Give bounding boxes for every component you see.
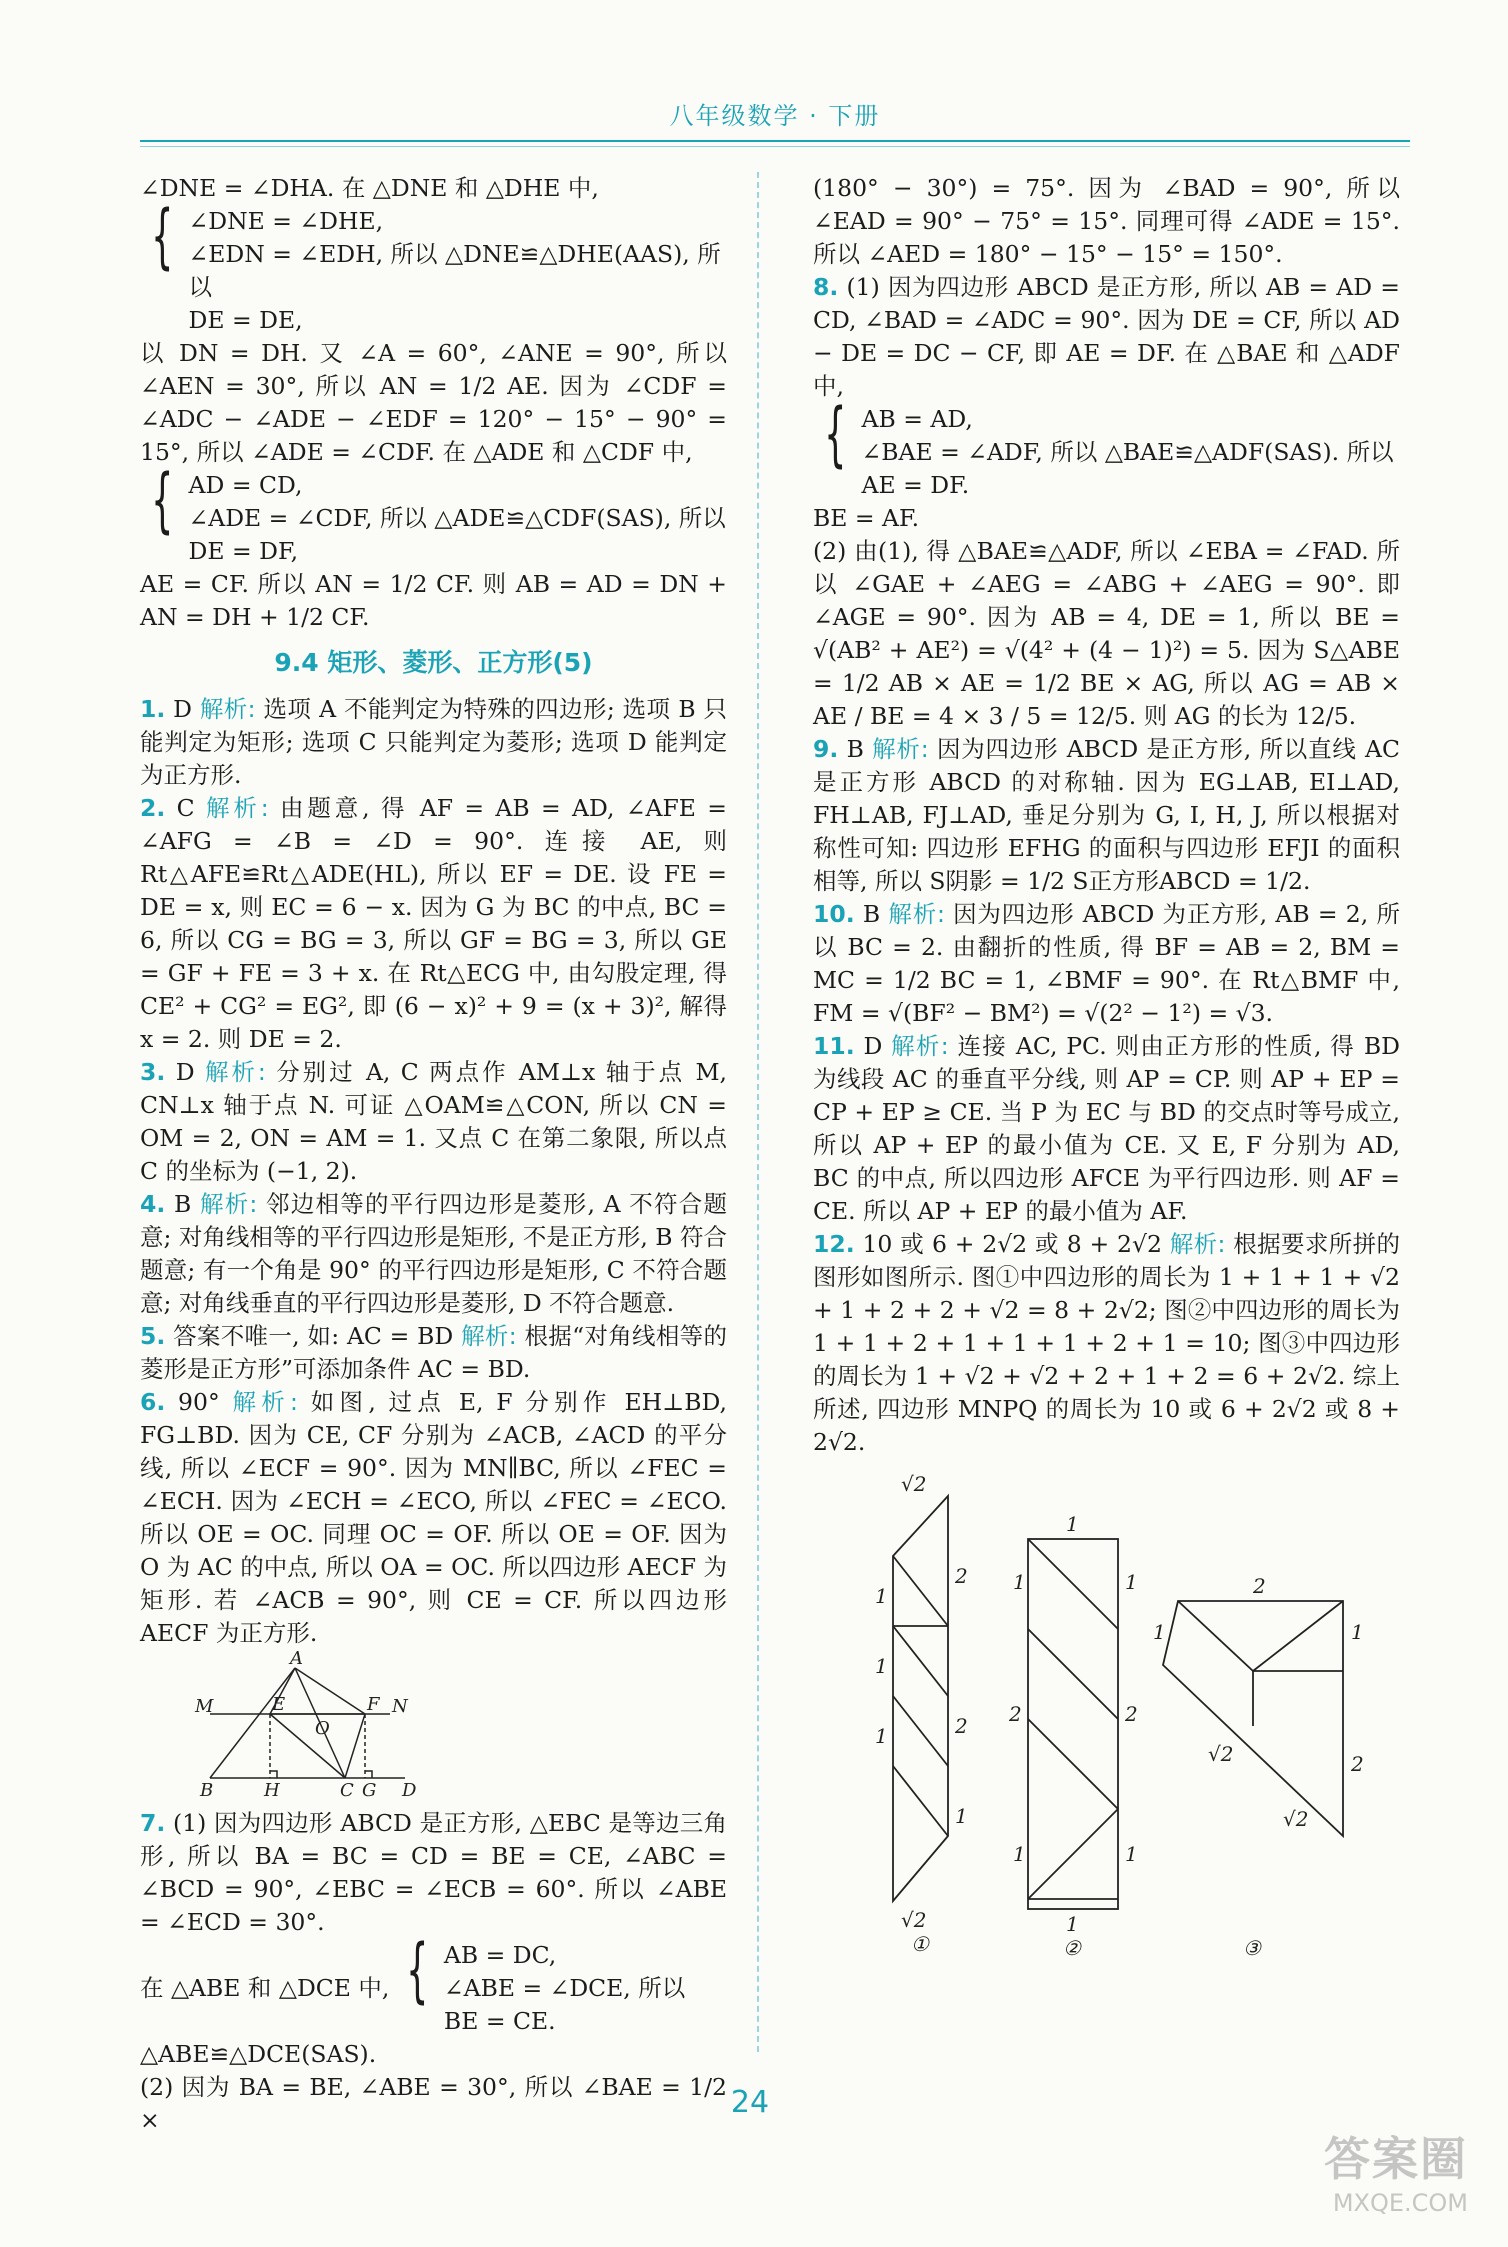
answer-item-7: 7. (1) 因为四边形 ABCD 是正方形, △EBC 是等边三角形, 所以 BA = BC = CD = BE = CE, ∠ABC = ∠BCD = 90°, ∠EBC = ∠ECB = 60°. 所以 ∠ABE = ∠ECD = 30°. — [140, 1809, 727, 1936]
brace-system-7 — [140, 1929, 727, 2038]
fig2-line — [1028, 1629, 1118, 1719]
running-header: 八年级数学 · 下册 — [669, 102, 881, 130]
fig2-caption: ② — [1063, 1936, 1081, 1960]
watermark — [1324, 2123, 1468, 2217]
fig6-label-h: H — [264, 1780, 280, 1801]
fig3-line — [1178, 1601, 1253, 1671]
answer-item-3: 3. D 解析: 分别过 A, C 两点作 AM⊥x 轴于点 M, CN⊥x 轴于点 N. 可证 △OAM≌△CON, 所以 CN = OM = 2, ON = AM = 1. 又点 C 在第二象限, 所以点 C 的坐标为 (−1, 2). — [140, 1058, 727, 1185]
brace-system-8 — [813, 393, 1400, 502]
watermark-line2: MXQE.COM — [1332, 2189, 1468, 2217]
brace-system — [140, 195, 727, 337]
fig3-label-l: 1 — [1153, 1620, 1166, 1644]
brace-line: ∠ABE = ∠DCE, 所以 — [443, 1974, 686, 2002]
segment-ab — [210, 1668, 295, 1778]
fig1-caption: ① — [911, 1932, 929, 1956]
header-rule — [140, 140, 1410, 142]
fig2-label-r1: 1 — [1125, 1570, 1138, 1594]
answer-item-1: 1. D 解析: 选项 A 不能判定为特殊的四边形; 选项 B 只能判定为矩形; 选项 C 只能判定为菱形; 选项 D 能判定为正方形. — [140, 695, 727, 789]
continuation-text: 以 DN = DH. 又 ∠A = 60°, ∠ANE = 90°, 所以 ∠AEN = 30°, 所以 AN = 1/2 AE. 因为 ∠CDF = ∠ADC − ∠ADE − ∠EDF = 120° − 15° − 90° = 15°, 所以 ∠ADE = ∠CDF. 在 △ADE 和 △CDF 中, — [140, 339, 727, 466]
left-brace-symbol: { — [406, 1929, 429, 2011]
brace-line: DE = DE, — [188, 306, 303, 334]
fig1-outline — [893, 1496, 948, 1901]
fig3-label-r: 1 — [1351, 1620, 1364, 1644]
fig6-label-b: B — [200, 1780, 214, 1801]
continuation-text: (180° − 30°) = 75°. 因为 ∠BAD = 90°, 所以 ∠EAD = 90° − 75° = 15°. 同理可得 ∠ADE = 15°. 所以 ∠AED = 180° − 15° − 15° = 150°. — [813, 174, 1400, 268]
fig3-label-r2: 2 — [1351, 1752, 1364, 1776]
fig1-line — [893, 1556, 948, 1626]
fig6-label-o: O — [315, 1718, 330, 1739]
fig6-label-f: F — [367, 1694, 380, 1715]
brace-line: AE = DF. — [861, 471, 970, 499]
brace-line: DE = DF, — [188, 537, 299, 565]
fig6-label-a: A — [290, 1648, 303, 1669]
answer-item-10: 10. B 解析: 因为四边形 ABCD 为正方形, AB = 2, 所以 BC = 2. 由翻折的性质, 得 BF = AB = 2, BM = MC = 1/2 BC = 1, ∠BMF = 90°. 在 Rt△BMF 中, FM = √(BF² − BM²) = √(2² − 1²) = √3. — [813, 900, 1400, 1027]
watermark-line1: 答案圈 — [1324, 2132, 1468, 2186]
brace-line: ∠DNE = ∠DHE, — [188, 207, 384, 235]
left-column — [140, 172, 727, 2137]
left-brace-symbol: { — [151, 459, 174, 541]
fig1-label-l1: 1 — [875, 1584, 888, 1608]
fig1-label-r1: 2 — [955, 1564, 968, 1588]
brace-line: AD = CD, — [188, 471, 303, 499]
fig2-line — [1028, 1809, 1118, 1899]
fig6-label-m: M — [195, 1696, 214, 1717]
fig1-line — [893, 1626, 948, 1696]
page-number: 24 — [730, 2085, 770, 2120]
fig6-label-c: C — [340, 1780, 354, 1801]
fig1-line — [893, 1766, 948, 1836]
fig3-line — [1253, 1601, 1343, 1671]
right-angle-h — [270, 1771, 277, 1778]
fig2-label-l1: 1 — [1013, 1570, 1026, 1594]
fig2-label-l2: 2 — [1009, 1702, 1022, 1726]
header-rule-thin — [140, 146, 1410, 147]
item8-text3: (2) 由(1), 得 △BAE≌△ADF, 所以 ∠EBA = ∠FAD. 所以 ∠GAE + ∠AEG = ∠ABG + ∠AEG = 90°. 即 ∠AGE = 90°. 因为 AB = 4, DE = 1, 所以 BE = √(AB² + AE²) = √(4² + (4 − 1)²) = 5. 因为 S△ABE = 1/2 AB × AE = 1/2 BE × AG, 所以 AG = AB × AE / BE = 4 × 3 / 5 = 12/5. 则 AG 的长为 12/5. — [813, 537, 1400, 730]
right-angle-g — [365, 1771, 372, 1778]
fig1-label-bot: √2 — [901, 1908, 927, 1932]
continuation-text: ∠DNE = ∠DHA. 在 △DNE 和 △DHE 中, — [140, 174, 599, 202]
column-divider — [757, 172, 759, 2052]
brace-prefix: 在 △ABE 和 △DCE 中, — [140, 1974, 390, 2002]
segment-fc — [345, 1714, 365, 1778]
answer-item-6: 6. 90° 解析: 如图, 过点 E, F 分别作 EH⊥BD, FG⊥BD. 因为 CE, CF 分别为 ∠ACB, ∠ACD 的平分线, 所以 ∠ECF = 90°. 因为 MN∥BC, 所以 ∠FEC = ∠ECH. 因为 ∠ECH = ∠ECO, 所以 ∠FEC = ∠ECO. 所以 OE = OC. 同理 OC = OF. 所以 OE = OF. 因为 O 为 AC 的中点, 所以 OA = OC. 所以四边形 AECF 为矩形. 若 ∠ACB = 90°, 则 CE = CF. 所以四边形 AECF 为正方形. — [140, 1388, 727, 1647]
fig1-line — [893, 1696, 948, 1766]
fig6-label-d: D — [402, 1780, 417, 1801]
fig1-label-r3: 1 — [955, 1804, 968, 1828]
answer-item-8: 8. (1) 因为四边形 ABCD 是正方形, 所以 AB = AD = CD, ∠BAD = ∠ADC = 90°. 因为 DE = CF, 所以 AD − DE = DC − CF, 即 AE = DF. 在 △BAE 和 △ADF 中, — [813, 273, 1400, 400]
brace-line: ∠EDN = ∠EDH, 所以 △DNE≌△DHE(AAS), 所以 — [188, 240, 721, 301]
fig2-label-l3: 1 — [1013, 1842, 1026, 1866]
fig6-label-n: N — [392, 1696, 408, 1717]
answer-item-2: 2. C 解析: 由题意, 得 AF = AB = AD, ∠AFE = ∠AFG = ∠B = ∠D = 90°. 连接 AE, 则 Rt△AFE≌Rt△ADE(HL), 所以 EF = DE. 设 FE = DE = x, 则 EC = 6 − x. 因为 G 为 BC 的中点, BC = 6, 所以 CG = BG = 3, 所以 GF = BG = 3, 所以 GE = GF + FE = 3 + x. 在 Rt△ECG 中, 由勾股定理, 得 CE² + CG² = EG², 即 (6 − x)² + 9 = (x + 3)², 解得 x = 2. 则 DE = 2. — [140, 794, 727, 1053]
figure-q12 — [813, 1471, 1400, 1960]
fig3-label-s2: √2 — [1283, 1807, 1309, 1831]
item7-part2: (2) 因为 BA = BE, ∠ABE = 30°, 所以 ∠BAE = 1/2 × — [140, 2073, 727, 2134]
fig3-caption: ③ — [1243, 1936, 1261, 1960]
item8-text2: BE = AF. — [813, 504, 920, 532]
brace-line: AB = DC, — [443, 1941, 557, 1969]
brace-line: ∠BAE = ∠ADF, 所以 △BAE≌△ADF(SAS). 所以 — [861, 438, 1394, 466]
fig2-label-bot: 1 — [1066, 1912, 1079, 1936]
right-column — [813, 172, 1400, 1960]
fig1-label-top: √2 — [901, 1472, 927, 1496]
brace-line: ∠ADE = ∠CDF, 所以 △ADE≌△CDF(SAS), 所以 — [188, 504, 726, 532]
brace-line: AB = AD, — [861, 405, 973, 433]
fig2-line — [1028, 1719, 1118, 1809]
fig6-label-e: E — [272, 1694, 286, 1715]
left-brace-symbol: { — [824, 393, 847, 475]
answer-item-9: 9. B 解析: 因为四边形 ABCD 是正方形, 所以直线 AC 是正方形 ABCD 的对称轴. 因为 EG⊥AB, EI⊥AD, FH⊥AB, FJ⊥AD, 垂足分别为 G, I, H, J, 所以根据对称性可知: 四边形 EFHG 的面积与四边形 EFJI 的面积相等, 所以 S阴影 = 1/2 S正方形ABCD = 1/2. — [813, 735, 1400, 895]
fig2-label-r3: 1 — [1125, 1842, 1138, 1866]
fig2-label-r2: 2 — [1125, 1702, 1138, 1726]
fig3-label-s1: √2 — [1208, 1742, 1234, 1766]
fig1-label-r2: 2 — [955, 1714, 968, 1738]
fig3-label-top: 2 — [1253, 1574, 1266, 1598]
fig2-label-top: 1 — [1066, 1512, 1079, 1536]
fig1-label-l3: 1 — [875, 1724, 888, 1748]
fig6-label-g: G — [362, 1780, 377, 1801]
answer-item-12: 12. 10 或 6 + 2√2 或 8 + 2√2 解析: 根据要求所拼的图形如图所示. 图①中四边形的周长为 1 + 1 + 1 + √2 + 1 + 2 + 2 + √2 = 8 + 2√2; 图②中四边形的周长为 1 + 1 + 2 + 1 + 1 + 1 + 2 + 1 = 10; 图③中四边形的周长为 1 + √2 + √2 + 2 + 1 + 2 = 6 + 2√2. 综上所述, 四边形 MNPQ 的周长为 10 或 6 + 2√2 或 8 + 2√2. — [813, 1230, 1400, 1456]
figure-q6 — [140, 1648, 727, 1801]
fig1-label-l2: 1 — [875, 1654, 888, 1678]
answer-item-5: 5. 答案不唯一, 如: AC = BD 解析: 根据“对角线相等的菱形是正方形”可添加条件 AC = BD. — [140, 1322, 727, 1383]
answer-item-11: 11. D 解析: 连接 AC, PC. 则由正方形的性质, 得 BD 为线段 AC 的垂直平分线, 则 AP = CP. 则 AP + EP = CP + EP ≥ CE. 当 P 为 EC 与 BD 的交点时等号成立, 所以 AP + EP 的最小值为 CE. 又 E, F 分别为 AD, BC 的中点, 所以四边形 AFCE 为平行四边形. 则 AF = CE. 所以 AP + EP 的最小值为 AF. — [813, 1032, 1400, 1225]
continuation-text: AE = CF. 所以 AN = 1/2 CF. 则 AB = AD = DN + AN = DH + 1/2 CF. — [140, 570, 727, 631]
answer-item-4: 4. B 解析: 邻边相等的平行四边形是菱形, A 不符合题意; 对角线相等的平行四边形是矩形, 不是正方形, B 符合题意; 有一个角是 90° 的平行四边形是矩形, C 不符合题意; 对角线垂直的平行四边形是菱形, D 不符合题意. — [140, 1190, 728, 1317]
brace-system — [140, 459, 727, 568]
fig2-line — [1028, 1539, 1118, 1629]
left-brace-symbol: { — [151, 195, 174, 277]
conclusion-text: △ABE≌△DCE(SAS). — [140, 2040, 377, 2068]
segment-ec — [270, 1714, 345, 1778]
section-title: 9.4 矩形、菱形、正方形(5) — [274, 648, 593, 677]
brace-line: BE = CE. — [443, 2007, 556, 2035]
